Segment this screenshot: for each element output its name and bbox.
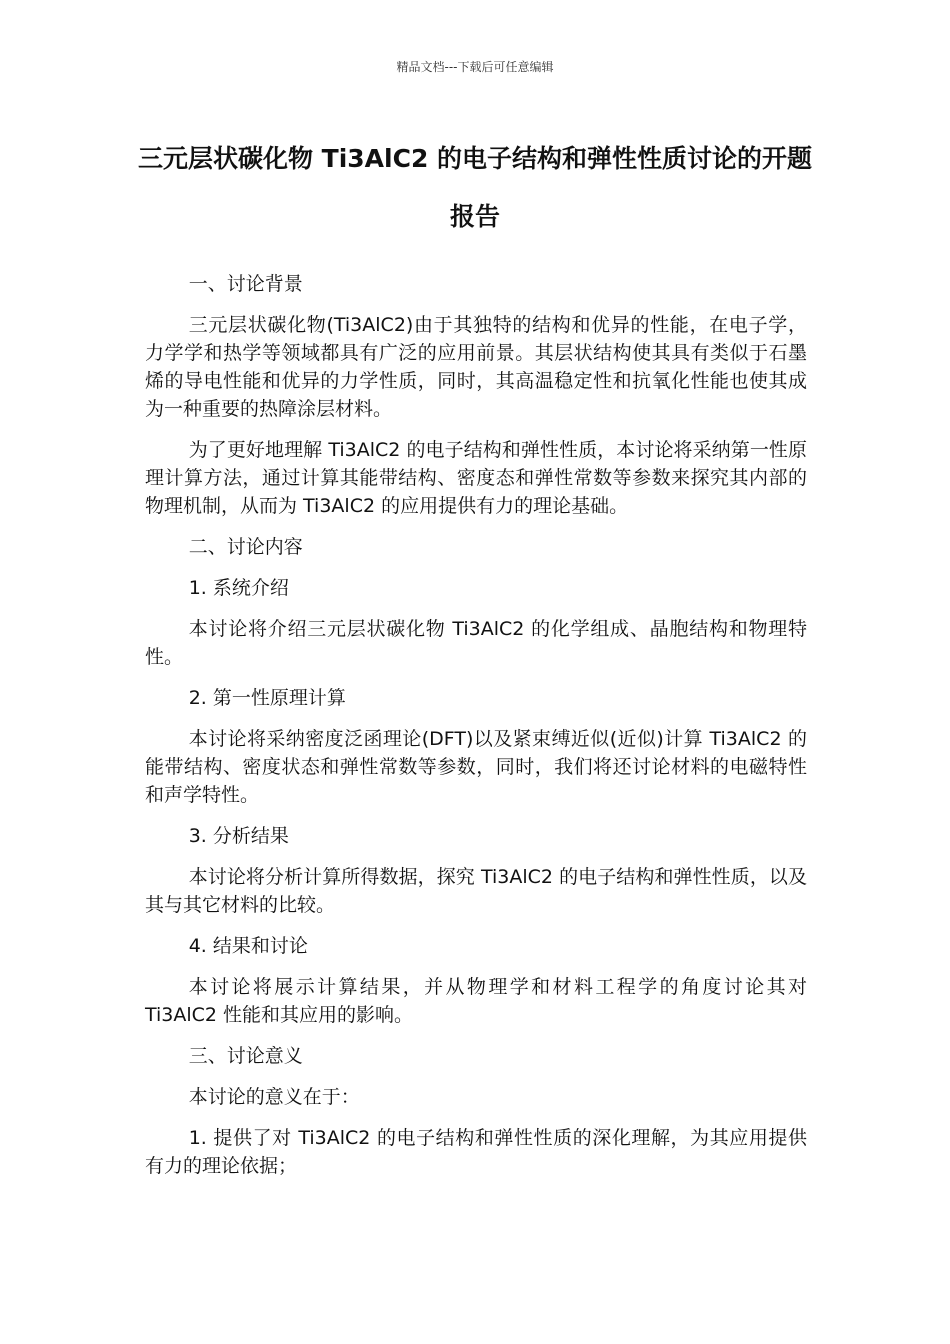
list-item: 1. 提供了对 Ti3AlC2 的电子结构和弹性性质的深化理解，为其应用提供有力的理论依据； (145, 1127, 807, 1177)
section-heading: 二、讨论内容 (188, 536, 303, 558)
subsection-heading: 4. 结果和讨论 (188, 935, 308, 957)
subsection-heading: 2. 第一性原理计算 (188, 687, 346, 709)
subsection-heading: 3. 分析结果 (188, 825, 289, 847)
page-header: 精品文档---下载后可任意编辑 (396, 60, 554, 74)
paragraph: 本讨论的意义在于： (188, 1086, 360, 1108)
document-body (145, 270, 807, 1193)
section-heading: 三、讨论意义 (188, 1045, 303, 1067)
paragraph: 本讨论将分析计算所得数据，探究 Ti3AlC2 的电子结构和弹性性质，以及其与其它材料的比较。 (145, 866, 807, 916)
section-heading: 一、讨论背景 (188, 273, 303, 295)
document-title: 三元层状碳化物 Ti3AlC2 的电子结构和弹性性质讨论的开题报告 (137, 144, 813, 231)
subsection-heading: 1. 系统介绍 (188, 577, 289, 599)
paragraph: 本讨论将展示计算结果，并从物理学和材料工程学的角度讨论其对 Ti3AlC2 性能和其应用的影响。 (145, 976, 807, 1026)
paragraph: 三元层状碳化物(Ti3AlC2)由于其独特的结构和优异的性能，在电子学，力学学和热学等领域都具有广泛的应用前景。其层状结构使其具有类似于石墨烯的导电性能和优异的力学性质，同时，其高温稳定性和抗氧化性能也使其成为一种重要的热障涂层材料。 (145, 314, 807, 420)
paragraph: 本讨论将介绍三元层状碳化物 Ti3AlC2 的化学组成、晶胞结构和物理特性。 (145, 618, 807, 668)
paragraph: 本讨论将采纳密度泛函理论(DFT)以及紧束缚近似(近似)计算 Ti3AlC2 的能带结构、密度状态和弹性常数等参数，同时，我们将还讨论材料的电磁特性和声学特性。 (145, 728, 807, 806)
paragraph: 为了更好地理解 Ti3AlC2 的电子结构和弹性性质，本讨论将采纳第一性原理计算方法，通过计算其能带结构、密度态和弹性常数等参数来探究其内部的物理机制，从而为 Ti3AlC2 的应用提供有力的理论基础。 (145, 439, 807, 517)
